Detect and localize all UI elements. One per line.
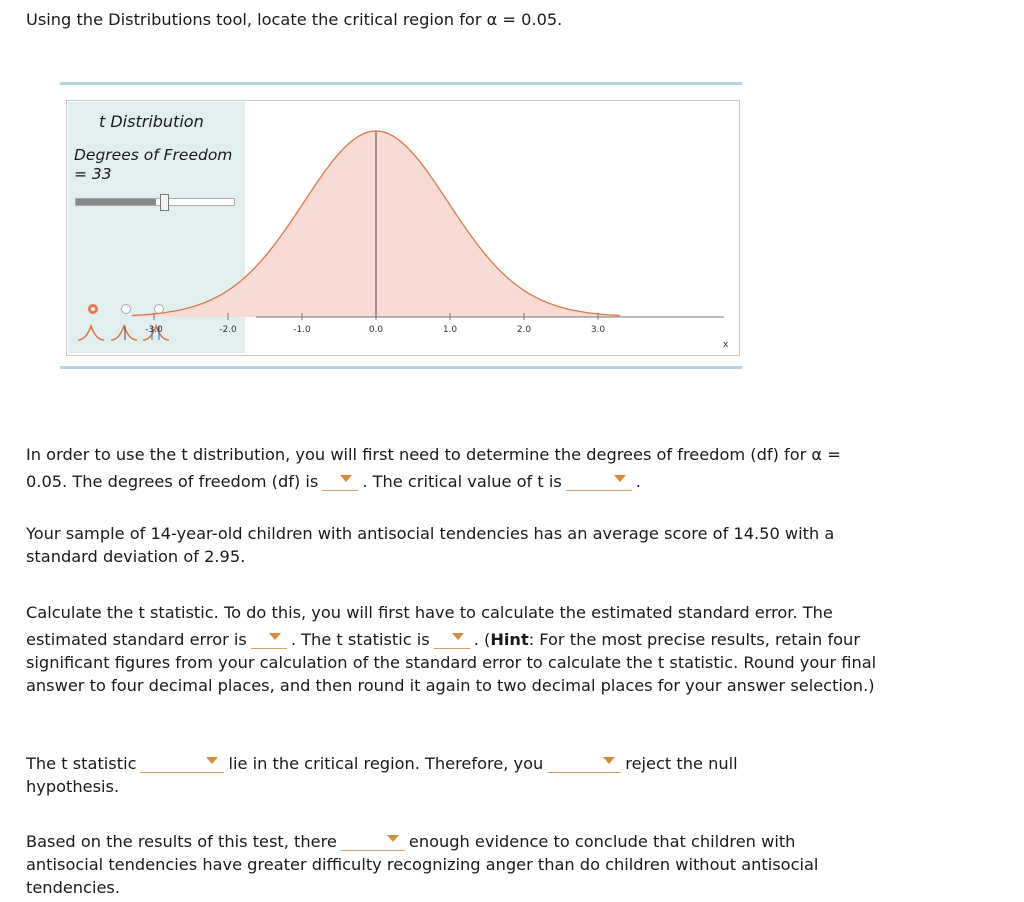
t-statistic-text: . The t statistic is bbox=[290, 630, 430, 649]
t-statistic-dropdown[interactable] bbox=[434, 628, 470, 649]
hint-open: . ( bbox=[473, 630, 491, 649]
df-slider-fill bbox=[76, 199, 156, 205]
x-tick-label: 1.0 bbox=[442, 325, 458, 335]
dropdown-caret-icon bbox=[340, 475, 352, 482]
dropdown-caret-icon bbox=[603, 757, 615, 764]
x-tick-label: 2.0 bbox=[516, 325, 532, 335]
x-tick-label: -1.0 bbox=[293, 325, 311, 335]
df-question-end: . bbox=[635, 472, 641, 491]
hint-text: : For the most precise results, retain four significant figures from your calculation of the standard error to calculate the t statistic. Round your final answer to four decimal places, and then round it again to two decimal places for your answer selection.) bbox=[26, 630, 877, 695]
evidence-dropdown[interactable] bbox=[341, 830, 405, 851]
x-axis-label: x bbox=[723, 340, 729, 350]
two-curves-icon[interactable] bbox=[111, 326, 137, 340]
distributions-tool bbox=[66, 100, 740, 356]
df-dropdown[interactable] bbox=[322, 470, 358, 491]
one-tailed-curve-icon[interactable] bbox=[78, 326, 104, 340]
critical-value-dropdown[interactable] bbox=[566, 470, 632, 491]
df-question-text: In order to use the t distribution, you will first need to determine the degrees of freedom (df) for α = 0.05. The degrees of freedom (df) is bbox=[26, 445, 841, 491]
critical-region-text: lie in the critical region. Therefore, you bbox=[228, 754, 544, 773]
df-slider[interactable] bbox=[75, 198, 235, 206]
hint-label: Hint bbox=[490, 630, 529, 649]
critical-value-text: . The critical value of t is bbox=[362, 472, 562, 491]
instruction-text: Using the Distributions tool, locate the critical region for α = 0.05. bbox=[26, 10, 563, 29]
std-error-dropdown[interactable] bbox=[251, 628, 287, 649]
distribution-title: t Distribution bbox=[99, 112, 204, 131]
dropdown-caret-icon bbox=[387, 835, 399, 842]
df-value: = 33 bbox=[74, 165, 112, 183]
dropdown-caret-icon bbox=[614, 475, 626, 482]
df-question bbox=[26, 443, 886, 493]
dropdown-caret-icon bbox=[206, 757, 218, 764]
dropdown-caret-icon bbox=[452, 633, 464, 640]
critical-region-question bbox=[26, 748, 816, 798]
reject-null-text: reject the null hypothesis. bbox=[26, 754, 738, 796]
dropdown-caret-icon bbox=[269, 633, 281, 640]
t-statistic-label: The t statistic bbox=[26, 754, 137, 773]
top-divider bbox=[60, 82, 742, 85]
reject-decision-dropdown[interactable] bbox=[547, 752, 621, 773]
lie-in-region-dropdown[interactable] bbox=[140, 752, 224, 773]
conclusion-text-start: Based on the results of this test, there bbox=[26, 832, 337, 851]
tail-option-one-radio[interactable] bbox=[88, 304, 98, 314]
t-statistic-question bbox=[26, 601, 886, 697]
std-error-text: Calculate the t statistic. To do this, you will first have to calculate the estimated standard error. The estimated standard error is bbox=[26, 603, 833, 649]
conclusion-text-end: enough evidence to conclude that children with antisocial tendencies have greater difficulty recognizing anger than do children without antisocial tendencies. bbox=[26, 832, 819, 897]
x-tick-label: 0.0 bbox=[368, 325, 384, 335]
conclusion-question bbox=[26, 826, 871, 899]
x-tick-label: -2.0 bbox=[219, 325, 237, 335]
x-tick-label: -3.0 bbox=[145, 325, 163, 335]
bottom-divider bbox=[60, 366, 742, 369]
sample-description: Your sample of 14-year-old children with antisocial tendencies has an average score of 14.50 with a standard deviation of 2.95. bbox=[26, 524, 835, 566]
df-label: Degrees of Freedom bbox=[74, 146, 233, 164]
x-tick-label: 3.0 bbox=[590, 325, 606, 335]
df-slider-handle[interactable] bbox=[160, 194, 169, 211]
tail-option-two-radio[interactable] bbox=[121, 304, 131, 314]
